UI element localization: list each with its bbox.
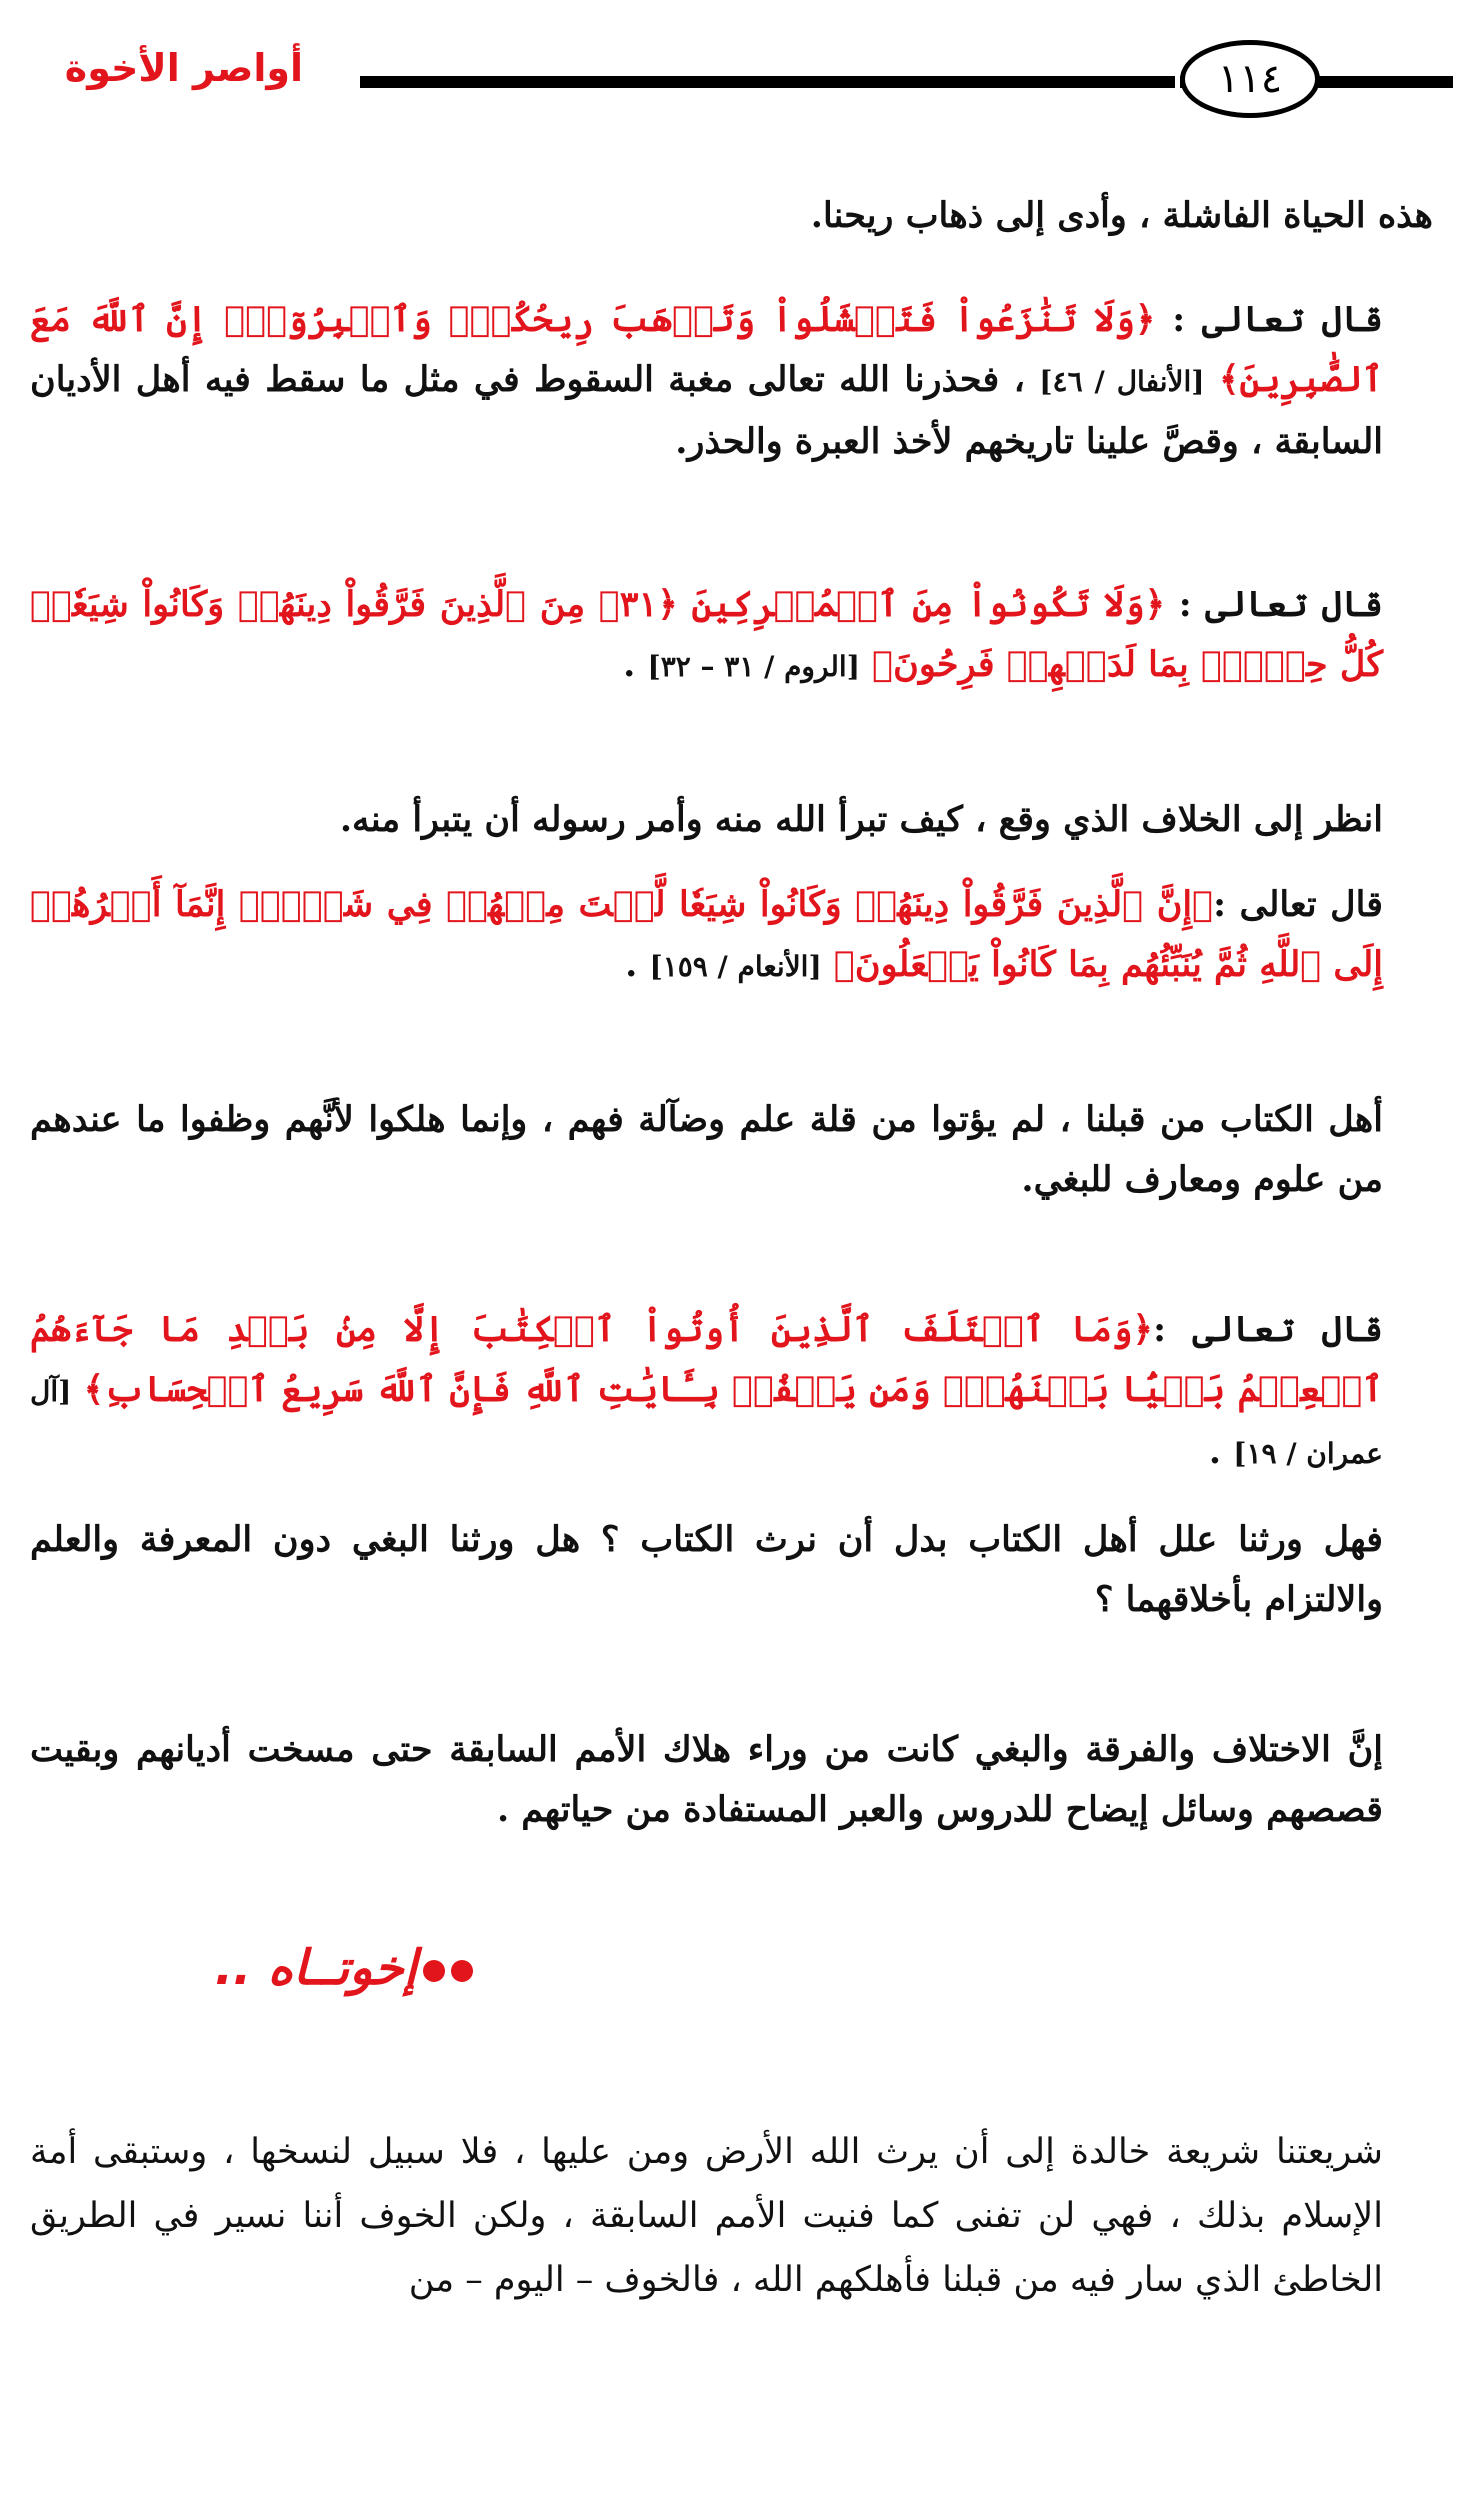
- paragraph-text: إنَّ الاختلاف والفرقة والبغي كانت من وراء هلاك الأمم السابقة حتى مسخت أديانهم وبقيت قصصهم وسائل إيضاح للدروس والعبر المستفادة من حياتهم .: [30, 1729, 1383, 1830]
- verse-lead: قال تعالى :: [1155, 299, 1383, 340]
- paragraph-text: أهل الكتاب من قبلنا ، لم يؤتوا من قلة علم وضآلة فهم ، وإنما هلكوا لأنَّهم وظفوا ما عندهم من علوم ومعارف للبغي.: [30, 1099, 1383, 1200]
- quran-verse: ﴿وَلَا تَكُونُواْ مِنَ ٱلۡمُشۡرِكِينَ ﴿٣١﴾ مِنَ ٱلَّذِينَ فَرَّقُواْ دِينَهُمۡ وَكَانُواْ شِيَعٗاۖ كُلُّ حِزۡبِۭ بِمَا لَدَيۡهِمۡ فَرِحُونَ﴾: [30, 584, 1383, 685]
- verse-reference: [آل عمران / ١٩]: [30, 1375, 1383, 1470]
- paragraph-text: .: [625, 944, 650, 985]
- paragraph-text: شريعتنا شريعة خالدة إلى أن يرث الله الأرض ومن عليها ، فلا سبيل لنسخها ، وستبقى أمة الإسلام بذلك ، فهي لن تفنى كما فنيت الأمم السابقة ، ولكن الخوف أننا نسير في الطريق الخاطئ الذي سار فيه من قبلنا فأهلكهم الله ، فالخوف – اليوم – من: [30, 2132, 1383, 2300]
- verse-reference: [الأنفال / ٤٦]: [1039, 365, 1205, 398]
- paragraph: [30, 1090, 1433, 1210]
- paragraph-text: .: [623, 644, 648, 685]
- paragraph: [30, 1720, 1433, 1840]
- page-number: ١١٤: [1180, 40, 1320, 118]
- section-heading: [33, 1940, 473, 1996]
- running-header-title: أواصر الأخوة: [64, 46, 303, 90]
- paragraph: [30, 2120, 1433, 2312]
- verse-lead: قال تعالى :: [1213, 884, 1383, 925]
- quran-verse: ﴿وَلَا تَنَٰزَعُواْ فَتَفۡشَلُواْ وَتَذۡهَبَ رِيحُكُمۡۖ وَٱصۡبِرُوٓاْۚ إِنَّ ٱللَّهَ مَعَ ٱلصَّٰبِرِينَ﴾: [30, 299, 1383, 400]
- paragraph: [30, 790, 1433, 850]
- quran-verse: ﴿إِنَّ ٱلَّذِينَ فَرَّقُواْ دِينَهُمۡ وَكَانُواْ شِيَعٗا لَّسۡتَ مِنۡهُمۡ فِي شَيۡءٍۚ إِنَّمَآ أَمۡرُهُمۡ إِلَى ٱللَّهِ ثُمَّ يُنَبِّئُهُم بِمَا كَانُواْ يَفۡعَلُونَ﴾: [30, 884, 1383, 985]
- paragraph: [30, 1510, 1433, 1630]
- verse-lead: قال تعالى :: [1165, 584, 1383, 625]
- verse-reference: [الروم / ٣١ – ٣٢]: [647, 650, 860, 683]
- verse-paragraph: [30, 290, 1433, 472]
- verse-reference: [الأنعام / ١٥٩]: [649, 950, 822, 983]
- paragraph-text: .: [1208, 1431, 1234, 1472]
- paragraph-text: ، فحذرنا الله تعالى مغبة السقوط في مثل ما سقط فيه أهل الأديان السابقة ، وقصَّ علينا تاريخهم لأخذ العبرة والحذر.: [30, 359, 1383, 462]
- paragraph-text: انظر إلى الخلاف الذي وقع ، كيف تبرأ الله منه وأمر رسوله أن يتبرأ منه.: [339, 799, 1383, 840]
- verse-paragraph: [30, 1300, 1433, 1484]
- verse-paragraph: [30, 575, 1433, 697]
- quran-verse: ﴿وَمَا ٱخۡتَلَفَ ٱلَّذِينَ أُوتُواْ ٱلۡكِتَٰبَ إِلَّا مِنۢ بَعۡدِ مَا جَآءَهُمُ ٱلۡعِلۡمُ بَغۡيَۢا بَيۡنَهُمۡۗ وَمَن يَكۡفُرۡ بِـَٔايَٰتِ ٱللَّهِ فَإِنَّ ٱللَّهَ سَرِيعُ ٱلۡحِسَابِ﴾: [30, 1309, 1383, 1410]
- paragraph-text: هذه الحياة الفاشلة ، وأدى إلى ذهاب ريحنا.: [810, 195, 1433, 236]
- paragraph: [30, 186, 1433, 246]
- section-title-text: إخوتــاه ..: [214, 1940, 417, 1996]
- bullet-dot-icon: [451, 1960, 473, 1982]
- verse-lead: قال تعالى :: [1153, 1309, 1383, 1350]
- paragraph-text: فهل ورثنا علل أهل الكتاب بدل أن نرث الكتاب ؟ هل ورثنا البغي دون المعرفة والعلم والالتزام بأخلاقهما ؟: [30, 1519, 1383, 1620]
- bullet-dot-icon: [423, 1960, 445, 1982]
- header-rule: [360, 76, 1175, 88]
- verse-paragraph: [30, 875, 1433, 997]
